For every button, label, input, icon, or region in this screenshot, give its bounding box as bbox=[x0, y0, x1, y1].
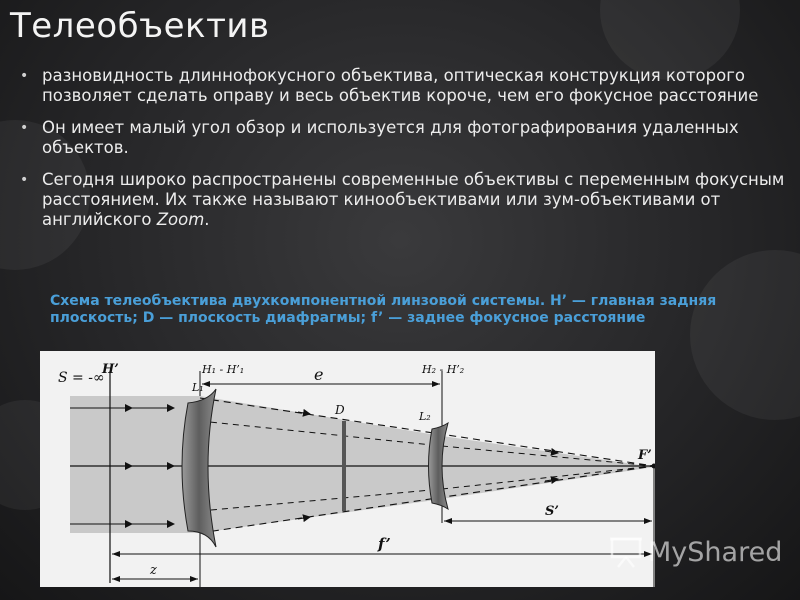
presentation-board-icon bbox=[608, 535, 644, 569]
bullet-list bbox=[18, 66, 788, 242]
label-h-prime: H’ bbox=[102, 362, 119, 377]
bullet-emphasis: Zoom bbox=[156, 210, 205, 229]
label-h1: H₁ - H’₁ bbox=[202, 363, 245, 376]
focal-point bbox=[652, 464, 656, 469]
label-s: S = -∞ bbox=[58, 370, 105, 386]
label-s-prime: S’ bbox=[545, 504, 559, 519]
bullet-item bbox=[18, 170, 788, 230]
bullet-item bbox=[18, 118, 788, 158]
label-f-point: F’ bbox=[638, 448, 652, 463]
background-bokeh bbox=[690, 250, 800, 420]
label-z: z bbox=[150, 563, 157, 578]
diagram-caption: Схема телеобъектива двухкомпонентной линзовой системы. H’ — главная задняя плоскость; D — плоскость диафрагмы; f’ — заднее фокусное расстояние bbox=[50, 293, 717, 326]
bullet-text: разновидность длиннофокусного объектива, оптическая конструкция которого позволяет сделать оправу и весь объектив короче, чем его фокусное расстояние bbox=[42, 66, 759, 105]
label-e: e bbox=[314, 365, 324, 384]
telephoto-diagram bbox=[40, 351, 655, 587]
slide-title: Телеобъектив bbox=[10, 6, 270, 46]
bullet-text: Сегодня широко распространены современные объективы с переменным фокусным расстоянием. Их также называют кинообъективами или зум-объективами от английского bbox=[42, 170, 785, 229]
label-f-prime: f’ bbox=[378, 535, 391, 553]
bullet-text: Он имеет малый угол обзор и используется для фотографирования удаленных объектов. bbox=[42, 118, 739, 157]
watermark-text: MyShared bbox=[648, 536, 783, 568]
bullet-tail: . bbox=[204, 210, 210, 229]
bullet-item bbox=[18, 66, 788, 106]
label-l2: L₂ bbox=[419, 410, 431, 423]
label-h2: H₂ - H’₂ bbox=[422, 363, 465, 376]
label-l1: L₁ bbox=[192, 381, 204, 394]
watermark bbox=[608, 535, 782, 569]
label-d: D bbox=[335, 403, 345, 417]
light-cone bbox=[70, 396, 654, 533]
